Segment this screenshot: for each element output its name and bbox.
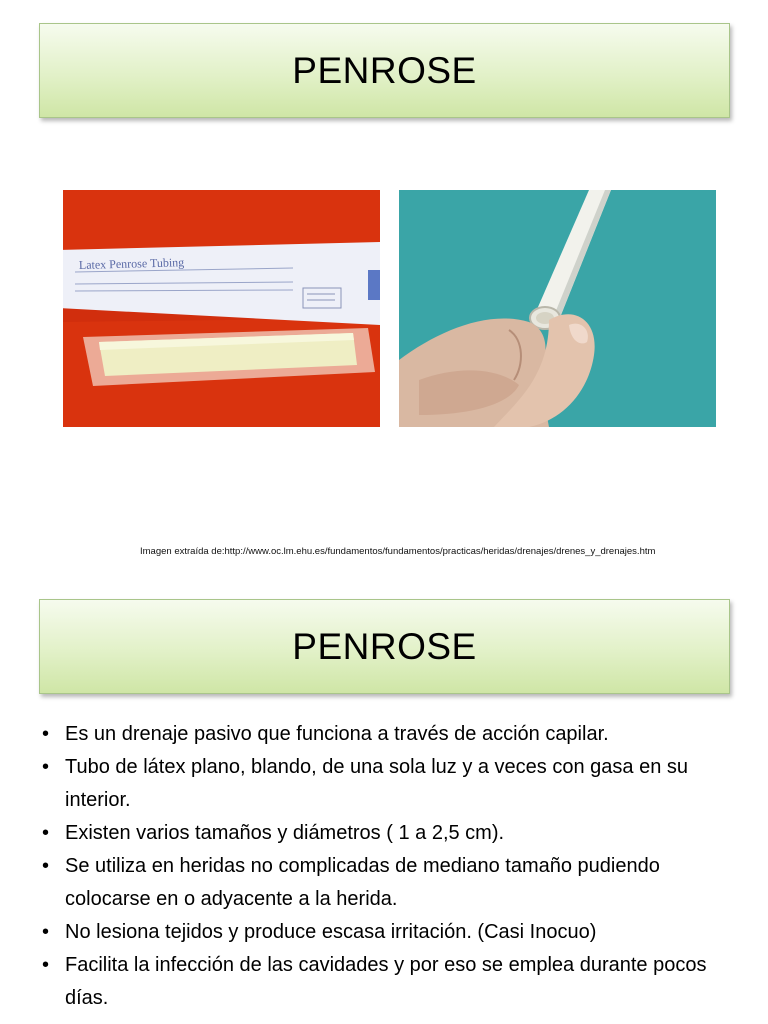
penrose-tube-hand-photo	[399, 190, 716, 427]
slide1-title: PENROSE	[292, 49, 477, 91]
bullet-item: • Facilita la infección de las cavidades y por eso se emplea durante pocos días.	[40, 949, 740, 1015]
bullet-list	[40, 718, 740, 1015]
hand-illustration	[399, 190, 716, 427]
slide1-title-box	[39, 23, 730, 118]
package-illustration	[63, 190, 380, 427]
package-label-text: Latex Penrose Tubing	[78, 255, 185, 272]
bullet-item: • Tubo de látex plano, blando, de una sola luz y a veces con gasa en su interior.	[40, 751, 740, 817]
slide2-title-box	[39, 599, 730, 694]
bullet-item: • No lesiona tejidos y produce escasa irritación. (Casi Inocuo)	[40, 916, 740, 949]
bullet-item: • Existen varios tamaños y diámetros ( 1 a 2,5 cm).	[40, 817, 740, 850]
image-source-caption: Imagen extraída de:http://www.oc.lm.ehu.es/fundamentos/fundamentos/practicas/heridas/drenajes/drenes_y_drenajes.htm	[140, 546, 656, 557]
slide2-title: PENROSE	[292, 625, 477, 667]
penrose-package-photo	[63, 190, 380, 427]
bullet-item: • Es un drenaje pasivo que funciona a través de acción capilar.	[40, 718, 740, 751]
bullet-item: • Se utiliza en heridas no complicadas de mediano tamaño pudiendo colocarse en o adyacente a la herida.	[40, 850, 740, 916]
